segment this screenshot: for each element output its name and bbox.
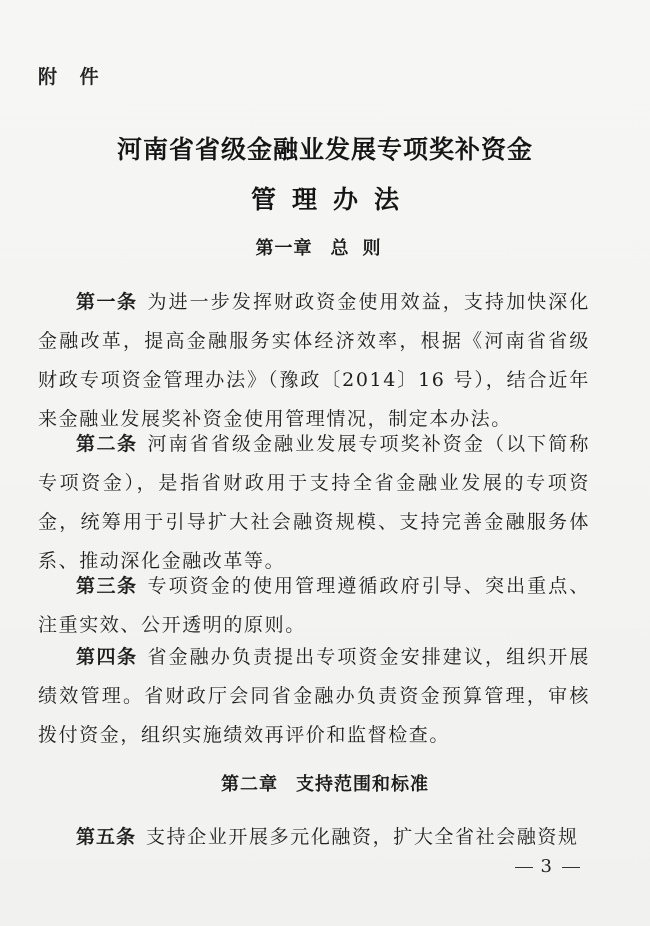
dash-right bbox=[562, 867, 580, 868]
article-text: 支持企业开展多元化融资，扩大全省社会融资规 bbox=[146, 826, 579, 848]
article-label: 第二条 bbox=[76, 433, 138, 455]
article-text: 省金融办负责提出专项资金安排建议，组织开展绩效管理。省财政厅会同省金融办负责资金预算管理，审核拨付资金，组织实施绩效再评价和监督检查。 bbox=[38, 646, 590, 746]
page-number bbox=[507, 856, 588, 877]
article-label: 第一条 bbox=[76, 291, 138, 313]
article-text: 河南省省级金融业发展专项奖补资金（以下简称专项资金），是指省财政用于支持全省金融业发展的专项资金，统筹用于引导扩大社会融资规模、支持完善金融服务体系、推动深化金融改革等。 bbox=[38, 433, 590, 572]
chapter-heading-2 bbox=[0, 770, 650, 796]
article-text: 为进一步发挥财政资金使用效益，支持加快深化金融改革，提高金融服务实体经济效率，根据《河南省省级财政专项资金管理办法》（豫政〔2014〕16 号），结合近年来金融业发展奖补资金使用管理情况，制定本办法。 bbox=[38, 291, 590, 430]
chapter-number: 第二章 bbox=[221, 774, 278, 795]
article-4 bbox=[38, 638, 590, 755]
document-title-line1: 河南省省级金融业发展专项奖补资金 bbox=[116, 135, 533, 164]
attachment-label: 附 件 bbox=[38, 66, 107, 88]
document-title-line2: 管理办法 bbox=[250, 185, 415, 214]
article-label: 第五条 bbox=[76, 826, 137, 848]
article-2 bbox=[38, 425, 590, 581]
page-number-value: 3 bbox=[540, 856, 554, 877]
dash-left bbox=[515, 867, 533, 868]
article-1 bbox=[38, 283, 590, 439]
article-label: 第三条 bbox=[76, 575, 138, 597]
chapter-heading-1 bbox=[0, 234, 650, 260]
article-label: 第四条 bbox=[76, 646, 138, 668]
article-text: 专项资金的使用管理遵循政府引导、突出重点、注重实效、公开透明的原则。 bbox=[38, 575, 590, 636]
chapter-number: 第一章 bbox=[255, 238, 313, 259]
article-3 bbox=[38, 567, 590, 645]
article-5 bbox=[38, 818, 590, 857]
chapter-title: 支持范围和标准 bbox=[296, 774, 429, 795]
chapter-title: 总则 bbox=[330, 238, 395, 259]
